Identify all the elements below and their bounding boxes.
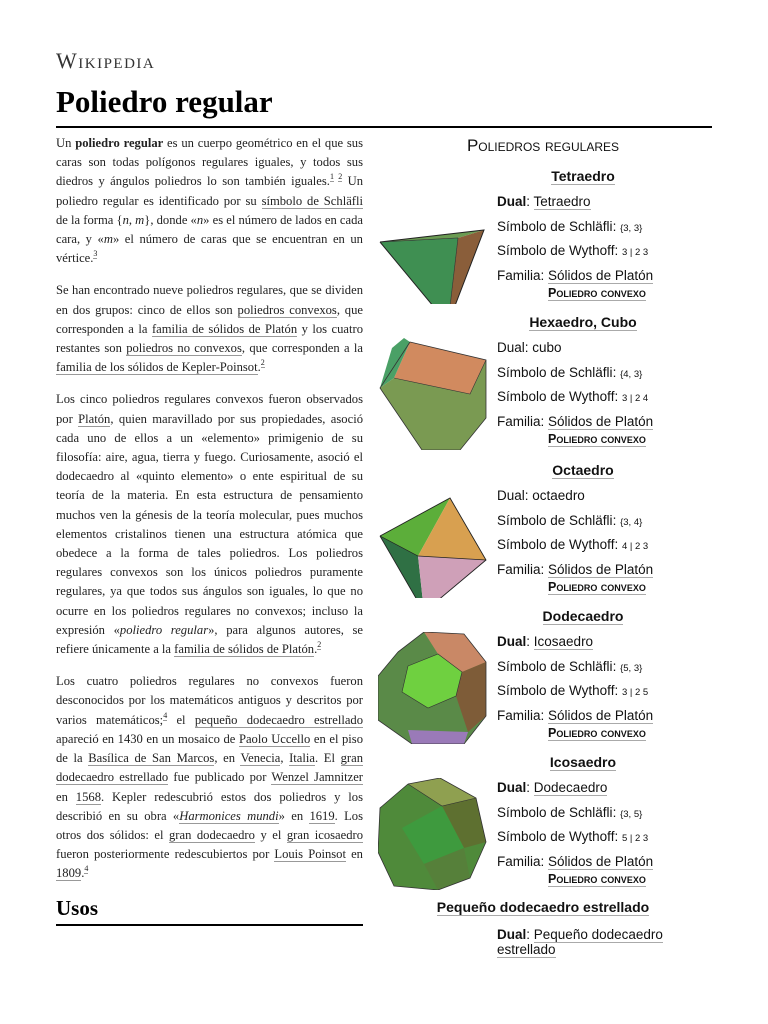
familia-link[interactable]: Sólidos de Platón xyxy=(548,707,654,723)
convex-link[interactable]: Poliedro convexo xyxy=(548,432,646,446)
familia-link[interactable]: Sólidos de Platón xyxy=(548,267,654,283)
section-divider xyxy=(56,924,363,926)
infobox-item-tetraedro xyxy=(378,162,708,308)
cube-image xyxy=(378,338,490,450)
familia-link[interactable]: Sólidos de Platón xyxy=(548,413,654,429)
familia-row: Familia: Sólidos de Platón xyxy=(497,707,654,723)
link-italia[interactable]: Italia xyxy=(289,751,315,766)
link-poliedros-no-convexos[interactable]: poliedros no convexos xyxy=(126,341,242,356)
infobox-item-dodecaedro xyxy=(378,602,708,748)
familia-row: Familia: Sólidos de Platón xyxy=(497,853,654,869)
ref-link[interactable]: 2 xyxy=(338,172,343,182)
link-gran-icosaedro[interactable]: gran icosaedro xyxy=(286,827,363,842)
wythoff-row: Símbolo de Wythoff: 3 | 2 3 xyxy=(497,243,649,258)
page-title: Poliedro regular xyxy=(56,84,273,119)
convex-link[interactable]: Poliedro convexo xyxy=(548,286,646,300)
link-venecia[interactable]: Venecia xyxy=(240,751,281,766)
ref-link[interactable]: 4 xyxy=(84,864,89,874)
ref-link[interactable]: 4 xyxy=(163,710,168,720)
infobox-item-pequeno-dodecaedro-estrellado xyxy=(378,899,708,957)
link-solidos-platon[interactable]: familia de sólidos de Platón xyxy=(174,642,315,657)
link-cubo[interactable]: Cubo xyxy=(600,314,637,330)
link-tetraedro[interactable]: Tetraedro xyxy=(551,168,615,184)
tetrahedron-image xyxy=(378,192,490,304)
link-1568[interactable]: 1568 xyxy=(75,789,101,804)
link-solidos-platon[interactable]: familia de sólidos de Platón xyxy=(151,321,298,336)
schlafli-row: Símbolo de Schläfli: {3, 4} xyxy=(497,512,643,528)
infobox-item-octaedro xyxy=(378,456,708,602)
convex-link[interactable]: Poliedro convexo xyxy=(548,580,646,594)
link-platon[interactable]: Platón xyxy=(78,411,111,426)
dual-link[interactable]: Dodecaedro xyxy=(533,780,608,795)
link-1619[interactable]: 1619 xyxy=(309,808,335,823)
link-1809[interactable]: 1809 xyxy=(56,866,82,881)
octahedron-image xyxy=(378,486,490,598)
ref-link[interactable]: 2 xyxy=(260,358,265,368)
wythoff-row: Símbolo de Wythoff: 3 | 2 4 xyxy=(497,389,649,404)
ref-link[interactable]: 2 xyxy=(317,640,322,650)
dodecahedron-image xyxy=(378,632,490,744)
familia-row: Familia: Sólidos de Platón xyxy=(497,413,654,429)
wikipedia-wordmark[interactable]: Wikipedia xyxy=(56,48,156,73)
convex-link[interactable]: Poliedro convexo xyxy=(548,726,646,740)
infobox-item-icosaedro xyxy=(378,748,708,894)
dual-row: Dual: cubo xyxy=(497,340,562,355)
wythoff-row: Símbolo de Wythoff: 5 | 2 3 xyxy=(497,829,649,844)
dual-row: Dual: Dodecaedro xyxy=(497,780,608,795)
link-dodecaedro[interactable]: Dodecaedro xyxy=(542,608,624,624)
ref-link[interactable]: 1 xyxy=(329,172,334,182)
link-hexaedro[interactable]: Hexaedro xyxy=(529,314,594,330)
infobox xyxy=(378,134,708,894)
paragraph-1: Un poliedro regular es un cuerpo geométrico en el que sus caras son todas polígonos regulares iguales, y todos sus diedros y ángulos poliedros lo son también iguales.$^{1 2}$ Un poliedro regular es identificado por su símbolo de Schläfli de la forma {n, m}, donde «n» es el número de lados en cada cara, y «m» el número de caras que se encuentran en un vértice.$^3$ xyxy=(56,136,364,266)
link-jamnitzer[interactable]: Wenzel Jamnitzer xyxy=(271,770,364,785)
dual-link[interactable]: Pequeño dodecaedro estrellado xyxy=(497,927,663,957)
link-pequeno-dodecaedro-estrellado[interactable]: Pequeño dodecaedro estrellado xyxy=(436,899,650,915)
bold-term: poliedro regular xyxy=(75,136,164,150)
link-louis-poinsot[interactable]: Louis Poinsot xyxy=(274,847,346,862)
link-poliedros-convexos[interactable]: poliedros convexos xyxy=(237,302,337,317)
dual-row: Dual: Tetraedro xyxy=(497,194,591,209)
paragraph-3: Los cinco poliedros regulares convexos fueron observados por Platón, quien maravillado por sus propiedades, asoció cada uno de ellos a un «elemento» primigenio de su filosofía: aire, agua, tierra y fuego. Curiosamente, asoció el dodecaedro al «quinto elemento» o ente espiritual de su teoría de la materia. En esta estructura de pensamiento muchos ven la génesis de la teoría molecular, pues muchos elementos cristalinos tienen una estructura atómica que obedece a la forma de tales poliedros. Los poliedros regulares convexos son los únicos poliedros puramente regulares, ya que todos sus ángulos son iguales, lo que no ocurre en los poliedros regulares no convexos; incluso la expresión «poliedro regular», para algunos autores, se refiere únicamente a la familia de sólidos de Platón.$^2$ xyxy=(56,392,364,657)
dual-link[interactable]: Tetraedro xyxy=(533,194,591,209)
link-gran-dodecaedro[interactable]: gran dodecaedro xyxy=(169,827,255,842)
link-gran-dodecaedro-estrellado[interactable]: gran dodecaedro estrellado xyxy=(56,751,364,785)
dual-link[interactable]: Icosaedro xyxy=(533,634,594,649)
schlafli-row: Símbolo de Schläfli: {5, 3} xyxy=(497,658,643,674)
link-basilica[interactable]: Basílica de San Marcos xyxy=(88,751,215,766)
paragraph-2: Se han encontrado nueve poliedros regulares, que se dividen en dos grupos: cinco de ellos son poliedros convexos, que corresponden a la familia de sólidos de Platón y los cuatro restantes son poliedros no convexos, que corresponden a la familia de los sólidos de Kepler-Poinsot.$^2$ xyxy=(56,283,364,375)
infobox-item-hexaedro: Hexaedro, Cubo Dual: cubo Símbolo de Schläfli: {4, 3} Símbolo de Wythoff: 3 | 2 4 Familia: Sólidos de Platón Poliedro convexo xyxy=(378,308,708,456)
section-heading-usos: Usos xyxy=(56,896,99,920)
familia-link[interactable]: Sólidos de Platón xyxy=(548,561,654,577)
familia-row: Familia: Sólidos de Platón xyxy=(497,267,654,283)
link-octaedro[interactable]: Octaedro xyxy=(552,462,614,478)
schlafli-row: Símbolo de Schläfli: {3, 3} xyxy=(497,218,643,234)
link-icosaedro[interactable]: Icosaedro xyxy=(549,754,617,770)
article-body xyxy=(56,134,363,897)
dual-row: Dual: octaedro xyxy=(497,488,585,503)
familia-row: Familia: Sólidos de Platón xyxy=(497,561,654,577)
ref-link[interactable]: 3 xyxy=(93,249,98,259)
paragraph-4: Los cuatro poliedros regulares no convexos fueron desconocidos por los matemáticos antiguos y descritos por varios matemáticos;$^4$ el pequeño dodecaedro estrellado apareció en 1430 en un mosaico de Paolo Uccello en el piso de la Basílica de San Marcos, en Venecia, Italia. El gran dodecaedro estrellado fue publicado por Wenzel Jamnitzer en 1568. Kepler redescubrió estos dos poliedros y los describió en su obra «Harmonices mundi» en 1619. Los otros dos sólidos: el gran dodecaedro y el gran icosaedro fueron posteriormente redescubiertos por Louis Poinsot en 1809.$^4$ xyxy=(56,674,364,881)
convex-link[interactable]: Poliedro convexo xyxy=(548,872,646,886)
schlafli-row: Símbolo de Schläfli: {4, 3} xyxy=(497,364,643,380)
link-kepler-poinsot[interactable]: familia de los sólidos de Kepler-Poinsot xyxy=(56,360,258,375)
link-harmonices-mundi[interactable]: Harmonices mundi xyxy=(179,808,279,823)
infobox-title: Poliedros regulares xyxy=(466,136,620,155)
dual-row: Dual: Icosaedro xyxy=(497,634,594,649)
dual-row: Dual: Pequeño dodecaedro estrellado xyxy=(497,927,663,957)
link-pequeno-dodecaedro[interactable]: pequeño dodecaedro estrellado xyxy=(194,712,363,727)
schlafli-row: Símbolo de Schläfli: {3, 5} xyxy=(497,804,643,820)
wythoff-row: Símbolo de Wythoff: 3 | 2 5 xyxy=(497,683,649,698)
link-simbolo-schlafli[interactable]: símbolo de Schläfli xyxy=(261,193,363,208)
familia-link[interactable]: Sólidos de Platón xyxy=(548,853,654,869)
title-divider xyxy=(56,126,712,128)
icosahedron-image xyxy=(378,778,490,890)
wythoff-row: Símbolo de Wythoff: 4 | 2 3 xyxy=(497,537,649,552)
link-paolo-uccello[interactable]: Paolo Uccello xyxy=(238,731,311,746)
